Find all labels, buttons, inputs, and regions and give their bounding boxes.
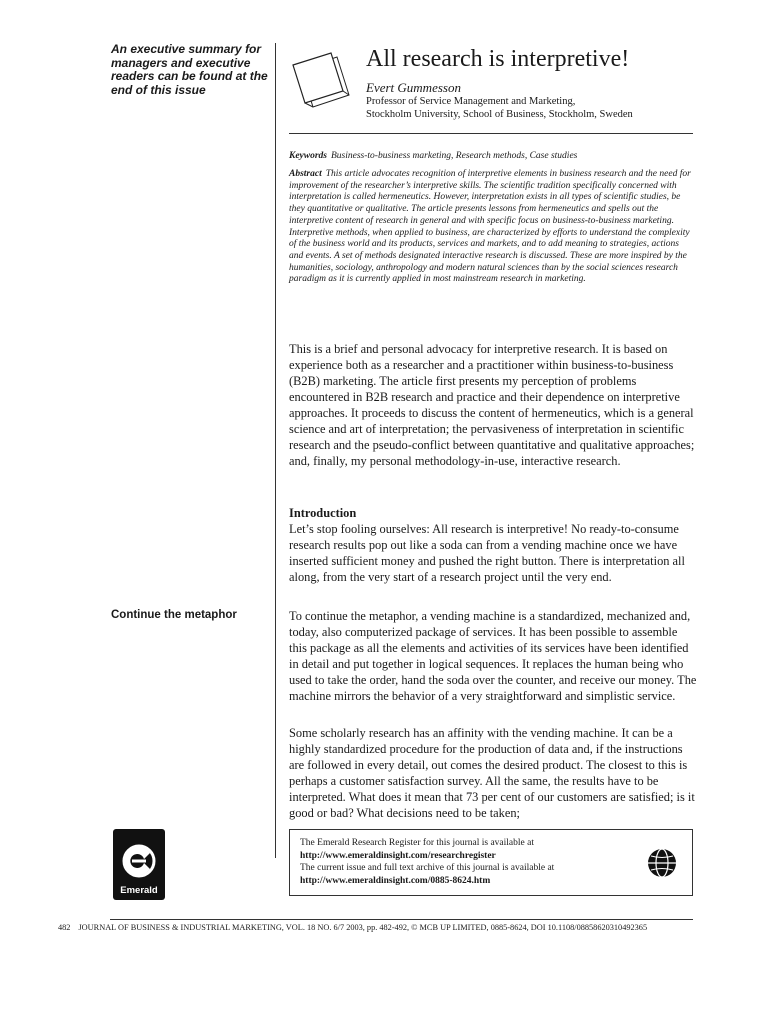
logo-text: Emerald <box>120 885 158 896</box>
footer-rule <box>110 919 693 920</box>
body-paragraph: Some scholarly research has an affinity with the vending machine. It can be a highly standardized procedure for the production of data and, if the instructions are followed in every detail, out comes the desired product. The closest to this is perhaps a customer satisfaction survey. All the same, the results have to be interpreted. What does it mean that 73 per cent of our customers are satisfied; is it good or bad? What decisions need to be taken; <box>289 726 695 820</box>
journal-footer <box>58 922 647 933</box>
abstract-label: Abstract <box>289 169 322 179</box>
affiliation-line: Stockholm University, School of Business, Stockholm, Sweden <box>366 109 633 120</box>
header-rule <box>289 133 693 134</box>
journal-citation: JOURNAL OF BUSINESS & INDUSTRIAL MARKETING, VOL. 18 NO. 6/7 2003, pp. 482-492, © MCB UP LIMITED, 0885-8624, DOI 10.1108/08858620310492365 <box>78 923 648 932</box>
keywords-label: Keywords <box>289 151 327 161</box>
abstract <box>289 169 695 286</box>
register-line: The Emerald Research Register for this journal is available at <box>300 838 534 848</box>
margin-heading-continue-metaphor: Continue the metaphor <box>111 609 237 621</box>
body-paragraph: Let’s stop fooling ourselves: All research is interpretive! No ready-to-consume research results pop out like a soda can from a vending machine once we have inserted sufficient money and pushed the right button. There is interpretation all along, from the very start of a research project until the very end. <box>289 522 685 584</box>
author-affiliation <box>366 95 633 121</box>
keywords <box>289 150 577 162</box>
executive-summary-note: An executive summary for managers and executive readers can be found at the end of this issue <box>111 42 268 97</box>
page-number: 482 <box>58 923 71 932</box>
keywords-text: Business-to-business marketing, Research methods, Case studies <box>331 151 578 161</box>
intro-paragraph: This is a brief and personal advocacy for interpretive research. It is based on experience both as a researcher and a practitioner within business-to-business (B2B) marketing. The article first presents my perception of problems encountered in B2B research and practice and their dependence on interpretive approaches. It proceeds to discuss the content of hermeneutics, which is a general science and art of interpretation; the pervasiveness of interpretation in scientific research and the pseudo-conflict between quantitative and qualitative approaches; and, finally, my personal methodology-in-use, interactive research. <box>289 342 695 468</box>
globe-icon <box>646 847 678 879</box>
article-title: All research is interpretive! <box>366 46 630 72</box>
archive-url[interactable]: http://www.emeraldinsight.com/0885-8624.htm <box>300 875 491 886</box>
emerald-logo <box>113 829 165 900</box>
research-register-box <box>289 829 693 896</box>
paper-sheets-icon <box>287 47 359 119</box>
section-heading-introduction: Introduction <box>289 506 357 520</box>
abstract-text: This article advocates recognition of interpretive elements in business research and the need for improvement of the researcher’s interpretive skills. The scientific tradition specifically concerned with interpretation is called hermeneutics. However, interpretation exists in all types of scientific studies, be they quantitative or qualitative. The article presents lessons from hermeneutics and spells out the interpretive content of research in general and with specific focus on business-to-business marketing. Interpretive methods, when applied to business, are characterized by efforts to understand the complexity of the business world and its products, services and markets, and to add meaning to strategies, actions and events. A set of methods designated interactive research is discussed. These are more inspired by the humanities, sociology, anthropology and modern natural sciences than by the social sciences research paradigm as it is currently applied in most mainstream research in marketing. <box>289 169 691 285</box>
body-paragraph: To continue the metaphor, a vending machine is a standardized, mechanized and, today, also computerized package of services. It has been possible to assemble this package as all the elements and activities of its services have been identified in detail and put together in logical sequences. It replaces the human being who used to take the order, hand the soda over the counter, and receive our money. The machine mirrors the behavior of a very straightforward and simplistic service. <box>289 609 697 703</box>
author-name: Evert Gummesson <box>366 80 461 95</box>
affiliation-line: Professor of Service Management and Marketing, <box>366 96 576 107</box>
column-divider <box>275 43 276 858</box>
register-url[interactable]: http://www.emeraldinsight.com/researchregister <box>300 850 496 861</box>
archive-line: The current issue and full text archive of this journal is available at <box>300 863 555 873</box>
